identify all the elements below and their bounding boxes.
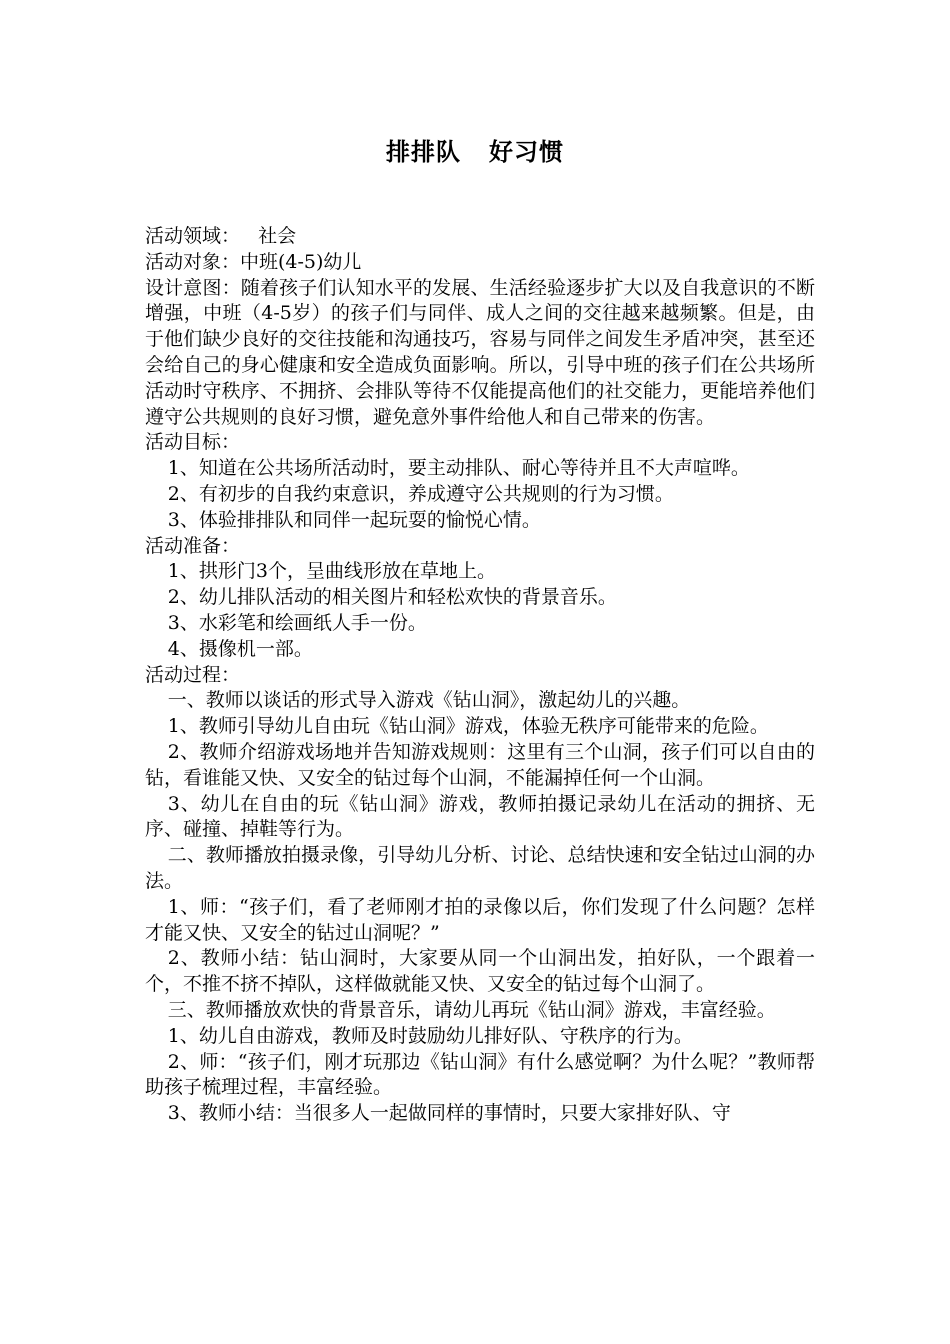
process-heading: 活动过程： xyxy=(145,663,241,686)
prep-item: 4、摄像机一部。 xyxy=(167,637,313,660)
goals-heading: 活动目标： xyxy=(145,431,241,454)
process-step: 2、教师介绍游戏场地并告知游戏规则：这里有三个山洞，孩子们可以自由的钻，看谁能又快、又安全的钻过每个山洞，不能漏掉任何一个山洞。 xyxy=(145,740,815,789)
goal-item: 1、知道在公共场所活动时，要主动排队、耐心等待并且不大声喧哗。 xyxy=(167,457,750,480)
process-step: 2、教师小结：钻山洞时，大家要从同一个山洞出发，拍好队，一个跟着一个，不推不挤不掉队，这样做就能又快、又安全的钻过每个山洞了。 xyxy=(145,947,815,996)
process-step: 1、教师引导幼儿自由玩《钻山洞》游戏，体验无秩序可能带来的危险。 xyxy=(167,715,769,738)
prep-item: 3、水彩笔和绘画纸人手一份。 xyxy=(167,611,427,634)
prep-heading: 活动准备： xyxy=(145,534,241,557)
process-step: 2、师：“孩子们，刚才玩那边《钻山洞》有什么感觉啊？为什么呢？”教师帮助孩子梳理过程，丰富经验。 xyxy=(145,1050,815,1099)
prep-item: 2、幼儿排队活动的相关图片和轻松欢快的背景音乐。 xyxy=(167,586,617,609)
process-step: 3、教师小结：当很多人一起做同样的事情时，只要大家排好队、守 xyxy=(167,1102,731,1125)
design-intent: 设计意图：随着孩子们认知水平的发展、生活经验逐步扩大以及自我意识的不断增强，中班（4-5岁）的孩子们与同伴、成人之间的交往越来越频繁。但是，由于他们缺少良好的交往技能和沟通技巧，容易与同伴之间发生矛盾冲突，甚至还会给自己的身心健康和安全造成负面影响。所以，引导中班的孩子们在公共场所活动时守秩序、不拥挤、会排队等待不仅能提高他们的社交能力，更能培养他们遵守公共规则的良好习惯，避免意外事件给他人和自己带来的伤害。 xyxy=(145,276,815,428)
activity-target: 活动对象：中班(4-5)幼儿 xyxy=(145,250,362,273)
process-step: 3、幼儿在自由的玩《钻山洞》游戏，教师拍摄记录幼儿在活动的拥挤、无序、碰撞、掉鞋等行为。 xyxy=(145,792,815,841)
document-body xyxy=(145,224,815,1127)
goal-item: 3、体验排排队和同伴一起玩耍的愉悦心情。 xyxy=(167,508,541,531)
process-step: 一、教师以谈话的形式导入游戏《钻山洞》，激起幼儿的兴趣。 xyxy=(167,689,691,712)
document-title: 排排队 好习惯 xyxy=(385,137,565,166)
process-step: 三、教师播放欢快的背景音乐，请幼儿再玩《钻山洞》游戏，丰富经验。 xyxy=(167,998,776,1021)
process-step: 二、教师播放拍摄录像，引导幼儿分析、讨论、总结快速和安全钻过山洞的办法。 xyxy=(145,844,815,892)
activity-field: 活动领域： 社会 xyxy=(145,225,297,247)
goal-item: 2、有初步的自我约束意识，养成遵守公共规则的行为习惯。 xyxy=(167,482,674,505)
process-step: 1、幼儿自由游戏，教师及时鼓励幼儿排好队、守秩序的行为。 xyxy=(167,1024,693,1047)
prep-item: 1、拱形门3个，呈曲线形放在草地上。 xyxy=(167,560,496,583)
process-step: 1、师：“孩子们，看了老师刚才拍的录像以后，你们发现了什么问题？怎样才能又快、又安全的钻过山洞呢？” xyxy=(145,895,815,944)
